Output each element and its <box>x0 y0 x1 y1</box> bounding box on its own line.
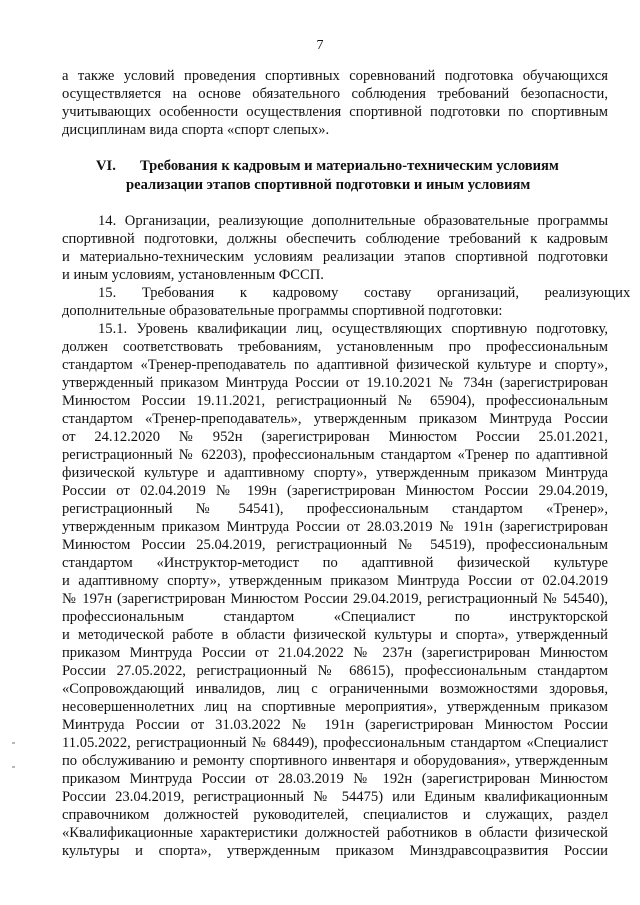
scan-speck <box>12 742 15 744</box>
paragraph-15-1-line: от 24.12.2020 № 952н (зарегистрирован Минюстом России 25.01.2021, <box>62 429 608 445</box>
paragraph-15-1-line: «Сопровождающий инвалидов, лиц с ограниченными возможностями здоровья, <box>62 681 608 697</box>
paragraph-14-line: и материально-техническим условиям реализации этапов спортивной подготовки <box>62 249 608 265</box>
section-title-line2: реализации этапов спортивной подготовки и иным условиям <box>126 177 531 193</box>
paragraph-15-1-line: приказом Минтруда России от 28.03.2019 № 192н (зарегистрирован Минюстом <box>62 771 608 787</box>
paragraph-15-1-line: регистрационный № 62203), профессиональным стандартом «Тренер по адаптивной <box>62 447 608 463</box>
paragraph-14-line: и иным условиям, установленным ФССП. <box>62 267 324 283</box>
page-number: 7 <box>316 38 324 53</box>
paragraph-15-1-line: 11.05.2022, регистрационный № 68449), профессиональным стандартом «Специалист <box>62 735 608 751</box>
paragraph-14-line: 14. Организации, реализующие дополнительные образовательные программы <box>98 213 608 229</box>
paragraph-15-1-line: справочником должностей руководителей, специалистов и служащих, раздел <box>62 807 608 823</box>
paragraph-15-1-line: № 197н (зарегистрирован Минюстом России 29.04.2019, регистрационный № 54540), <box>62 591 608 607</box>
section-heading-continued <box>62 176 608 194</box>
paragraph-15-1-line: и адаптивному спорту», утвержденным приказом Минтруда России от 02.04.2019 <box>62 573 608 589</box>
paragraph-15-1-line: Минтруда России от 31.03.2022 № 191н (зарегистрирован Минюстом России <box>62 717 608 733</box>
paragraph-14-line: спортивной подготовки, должны обеспечить соблюдение требований к кадровым <box>62 231 608 247</box>
paragraph-15-1-line: физической культуре и адаптивному спорту», утвержденным приказом Минтруда <box>62 465 608 481</box>
intro-line: осуществляется на основе обязательного соблюдения требований безопасности, <box>62 86 608 102</box>
paragraph-15-1-line: 15.1. Уровень квалификации лиц, осуществляющих спортивную подготовку, <box>98 321 608 337</box>
paragraph-15-1-line: России 27.05.2022, регистрационный № 68615), профессиональным стандартом <box>62 663 608 679</box>
section-title-line1: Требования к кадровым и материально-техническим условиям <box>140 158 559 174</box>
paragraph-15-1-line: Минюстом России 19.11.2021, регистрационный № 65904), профессиональным <box>62 393 608 409</box>
paragraph-15-1-line: стандартом «Инструктор-методист по адаптивной физической культуре <box>62 555 608 571</box>
paragraph-15-1-line: стандартом «Тренер-преподаватель по адаптивной физической культуре и спорту», <box>62 357 608 373</box>
scan-speck <box>12 766 15 768</box>
paragraph-15-1-line: России 23.04.2019, регистрационный № 54475) или Единым квалификационным <box>62 789 608 805</box>
section-heading <box>62 157 608 175</box>
paragraph-15-1-line: и методической работе в области физической культуры и спорта», утвержденный <box>62 627 608 643</box>
paragraph-15-1-line: культуры и спорта», утвержденным приказом Минздравсоцразвития России <box>62 843 608 859</box>
paragraph-15-1-line: должен соответствовать требованиям, установленным про профессиональным <box>62 339 608 355</box>
paragraph-15-1-line: России от 02.04.2019 № 199н (зарегистрирован Минюстом России 29.04.2019, <box>62 483 608 499</box>
section-number: VI. <box>96 158 116 174</box>
paragraph-15-1-line: регистрационный № 54541), профессиональным стандартом «Тренер», <box>62 501 608 517</box>
paragraph-15-1-line: приказом Минтруда России от 21.04.2022 № 237н (зарегистрирован Минюстом <box>62 645 608 661</box>
paragraph-15-1-line: утвержденным приказом Минтруда России от 28.03.2019 № 191н (зарегистрирован <box>62 519 608 535</box>
intro-line: а также условий проведения спортивных соревнований подготовка обучающихся <box>62 68 608 84</box>
paragraph-15-1-line: Минюстом России 25.04.2019, регистрационный № 54519), профессиональным <box>62 537 608 553</box>
intro-line: дисциплинам вида спорта «спорт слепых». <box>62 122 330 138</box>
intro-line: учитывающих особенности осуществления спортивной подготовки по спортивным <box>62 104 608 120</box>
paragraph-15-line: 15. Требования к кадровому составу организаций, реализующих <box>98 285 631 301</box>
paragraph-15-1-line: несовершеннолетних лиц на спортивные мероприятия», утвержденным приказом <box>62 699 608 715</box>
paragraph-15-1-line: по обслуживанию и ремонту спортивного инвентаря и оборудования», утвержденным <box>62 753 608 769</box>
paragraph-15-1-line: утвержденный приказом Минтруда России от 19.10.2021 № 734н (зарегистрирован <box>62 375 608 391</box>
paragraph-15-1-line: «Квалификационные характеристики должностей работников в области физической <box>62 825 608 841</box>
paragraph-15-line: дополнительные образовательные программы спортивной подготовки: <box>62 303 503 319</box>
paragraph-15-1-line: стандартом «Тренер-преподаватель», утвержденным приказом Минтруда России <box>62 411 608 427</box>
paragraph-15-1-line: профессиональным стандартом «Специалист по инструкторской <box>62 609 608 625</box>
